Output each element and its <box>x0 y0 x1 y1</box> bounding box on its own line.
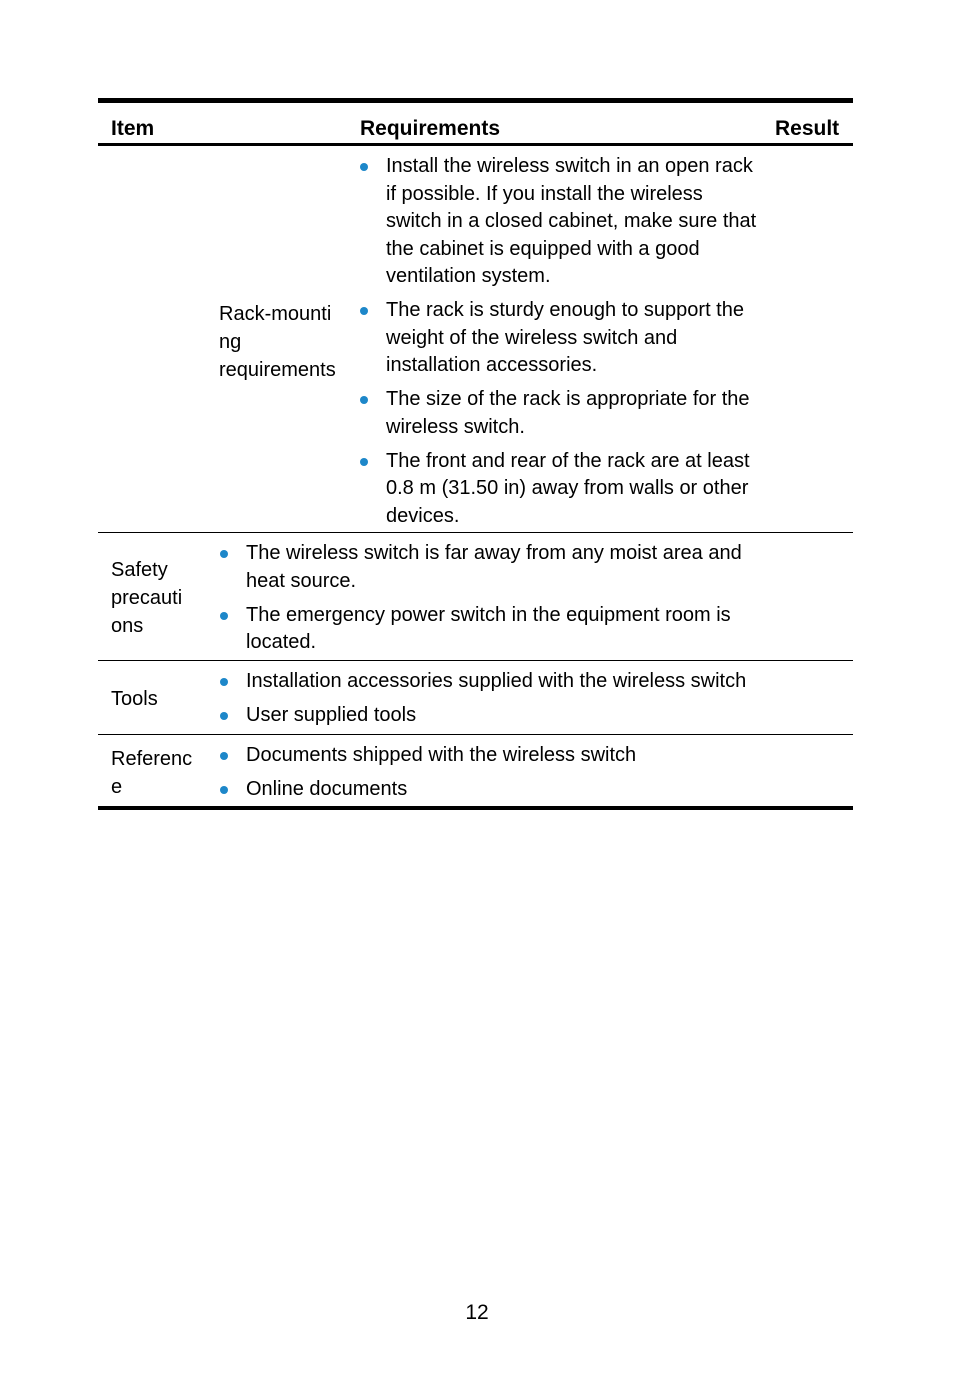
checklist-table <box>98 98 853 810</box>
table-header-row <box>98 103 853 146</box>
requirements-list <box>220 742 760 810</box>
bullet-icon <box>220 786 228 794</box>
table-row <box>98 661 853 735</box>
item-cell <box>111 745 197 801</box>
list-item: User supplied tools <box>220 702 760 730</box>
item-cell <box>111 556 197 640</box>
header-item: Item <box>111 117 155 140</box>
bullet-icon <box>220 612 228 620</box>
item-label: Safety precauti ons <box>111 559 183 637</box>
bullet-icon <box>360 458 368 466</box>
item-cell <box>111 685 197 713</box>
list-item: The rack is sturdy enough to support the weight of the wireless switch and installation accessories. <box>360 297 760 380</box>
list-item: Online documents <box>220 776 760 804</box>
requirements-list <box>220 540 760 663</box>
item-label: Tools <box>111 688 158 710</box>
bullet-icon <box>360 396 368 404</box>
table-row <box>98 735 853 810</box>
bullet-icon <box>220 752 228 760</box>
item-label: Referenc e <box>111 748 193 798</box>
header-requirements: Requirements <box>360 117 501 140</box>
bullet-icon <box>220 712 228 720</box>
table-row <box>98 533 853 661</box>
list-item: The size of the rack is appropriate for the wireless switch. <box>360 386 760 441</box>
header-result: Result <box>775 117 840 140</box>
table-row <box>98 146 853 533</box>
bullet-icon <box>360 307 368 315</box>
bullet-icon <box>220 550 228 558</box>
requirements-list <box>360 153 760 537</box>
list-item: The front and rear of the rack are at least 0.8 m (31.50 in) away from walls or other devices. <box>360 448 760 531</box>
list-item: Install the wireless switch in an open rack if possible. If you install the wireless switch in a closed cabinet, make sure that the cabinet is equipped with a good ventilation system. <box>360 153 760 291</box>
list-item: Installation accessories supplied with the wireless switch <box>220 668 760 696</box>
list-item: The wireless switch is far away from any moist area and heat source. <box>220 540 760 595</box>
page-number: 12 <box>465 1301 489 1324</box>
list-item: Documents shipped with the wireless switch <box>220 742 760 770</box>
list-item: The emergency power switch in the equipment room is located. <box>220 602 760 657</box>
bullet-icon <box>360 163 368 171</box>
item-cell <box>219 300 349 384</box>
requirements-list <box>220 668 760 736</box>
item-label: Rack-mounti ng requirements <box>219 303 336 381</box>
bullet-icon <box>220 678 228 686</box>
